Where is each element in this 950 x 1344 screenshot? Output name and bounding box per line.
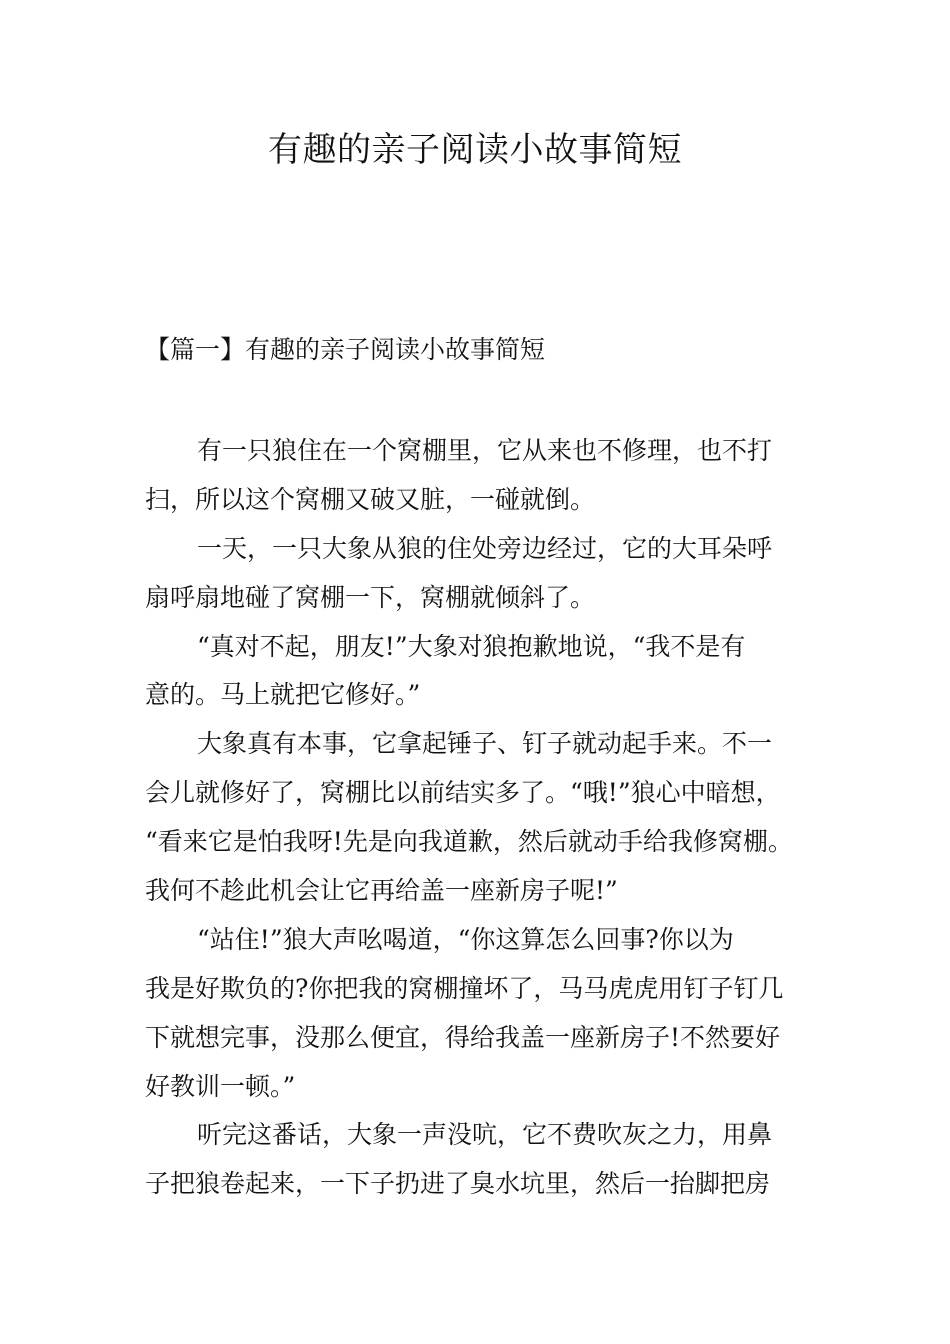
story-line: 我是好欺负的?你把我的窝棚撞坏了，马马虎虎用钉子钉几 <box>145 973 784 1003</box>
story-line: 意的。马上就把它修好。” <box>145 680 421 710</box>
story-line: 扫，所以这个窝棚又破又脏，一碰就倒。 <box>145 484 596 514</box>
story-line: 子把狼卷起来，一下子扔进了臭水坑里，然后一抬脚把房 <box>145 1169 771 1199</box>
story-line: 一天，一只大象从狼的住处旁边经过，它的大耳朵呼 <box>197 533 773 563</box>
story-line: 有一只狼住在一个窝棚里，它从来也不修理，也不打 <box>197 436 773 465</box>
story-line: 听完这番话，大象一声没吭，它不费吹灰之力，用鼻 <box>197 1120 773 1150</box>
section-heading: 【篇一】有趣的亲子阅读小故事简短 <box>145 335 546 364</box>
story-line: “站住!”狼大声吆喝道，“你这算怎么回事?你以为 <box>197 924 734 954</box>
story-line: 下就想完事，没那么便宜，得给我盖一座新房子!不然要好 <box>145 1022 781 1052</box>
story-line: 好教训一顿。” <box>145 1071 296 1101</box>
story-body <box>145 427 845 1209</box>
story-line: “真对不起，朋友!”大象对狼抱歉地说，“我不是有 <box>197 631 746 661</box>
story-line: 扇呼扇地碰了窝棚一下，窝棚就倾斜了。 <box>145 582 596 612</box>
story-line: 会儿就修好了，窝棚比以前结实多了。“哦!”狼心中暗想， <box>145 778 781 808</box>
story-line: 我何不趁此机会让它再给盖一座新房子呢!” <box>145 876 618 906</box>
document-title: 有趣的亲子阅读小故事简短 <box>268 130 682 170</box>
story-line: 大象真有本事，它拿起锤子、钉子就动起手来。不一 <box>197 729 773 759</box>
story-line: “看来它是怕我呀!先是向我道歉，然后就动手给我修窝棚。 <box>145 827 793 857</box>
